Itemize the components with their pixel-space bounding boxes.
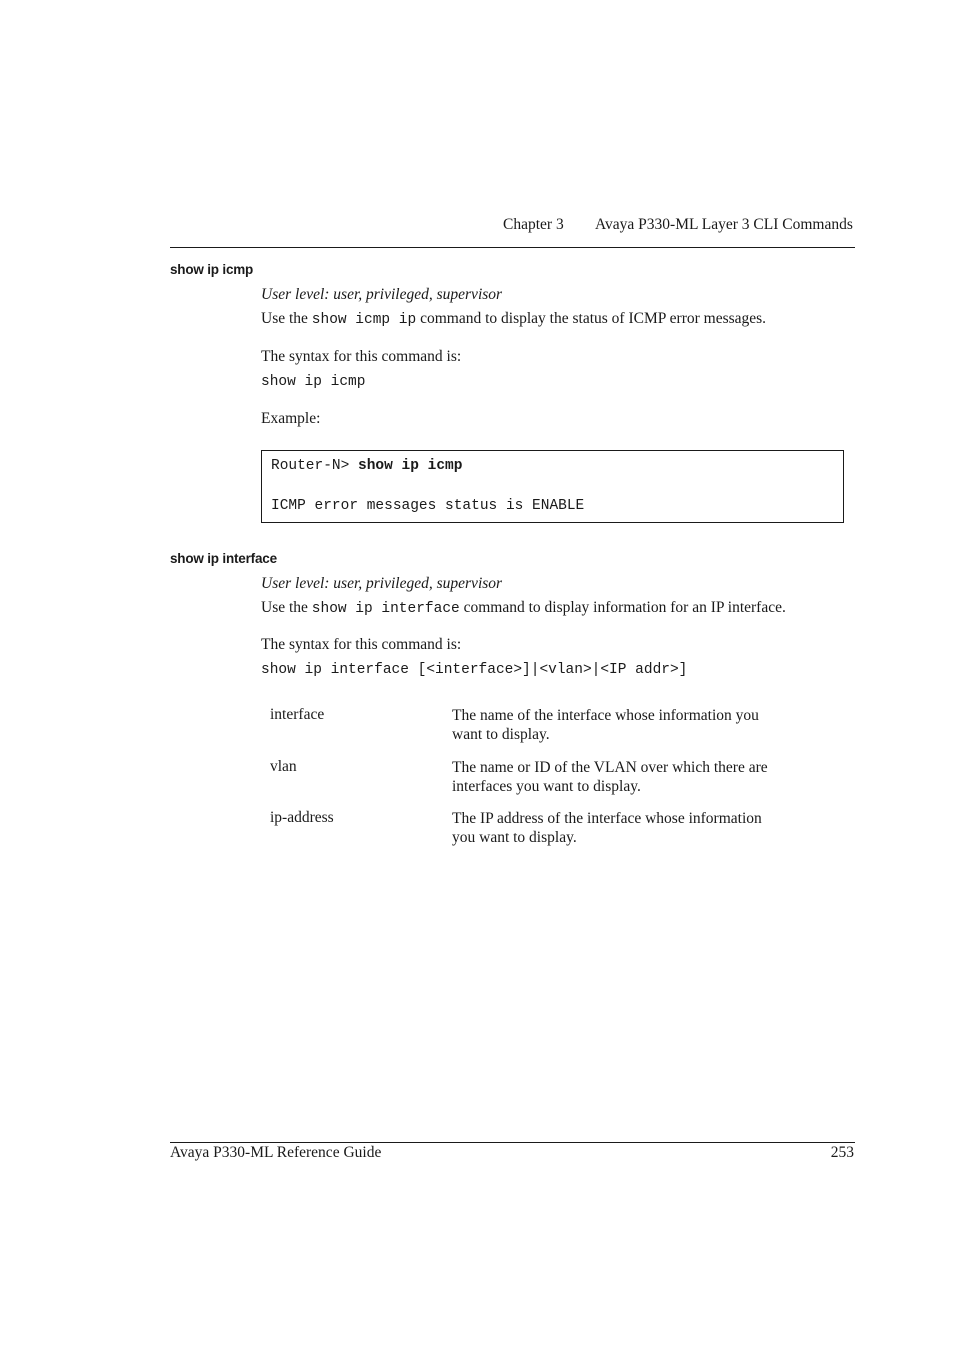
desc-suffix: command to display information for an IP interface. bbox=[459, 599, 786, 616]
desc-command-code: show icmp ip bbox=[311, 312, 417, 328]
syntax-intro: The syntax for this command is: bbox=[261, 636, 462, 653]
header-rule bbox=[170, 247, 855, 248]
example-command-line bbox=[271, 458, 462, 474]
param-name-ip-address: ip-address bbox=[270, 809, 334, 826]
param-desc-ip-address bbox=[452, 809, 832, 847]
page-number: 253 bbox=[830, 1144, 854, 1161]
syntax-code: show ip icmp bbox=[261, 374, 366, 390]
example-code-box bbox=[261, 450, 844, 523]
command-description bbox=[261, 310, 766, 328]
param-desc-line: The IP address of the interface whose information bbox=[452, 810, 762, 827]
param-desc-line: The name of the interface whose information you bbox=[452, 707, 759, 724]
example-output-line: ICMP error messages status is ENABLE bbox=[271, 498, 585, 514]
param-desc-line: interfaces you want to display. bbox=[452, 778, 641, 795]
chapter-title: Avaya P330-ML Layer 3 CLI Commands bbox=[595, 216, 853, 233]
param-desc-interface bbox=[452, 706, 832, 744]
param-desc-line: The name or ID of the VLAN over which there are bbox=[452, 759, 768, 776]
section-heading-show-ip-interface: show ip interface bbox=[170, 551, 277, 566]
command-description bbox=[261, 599, 786, 617]
footer-guide-title: Avaya P330-ML Reference Guide bbox=[170, 1144, 382, 1161]
desc-prefix: Use the bbox=[261, 599, 312, 616]
example-command: show ip icmp bbox=[358, 458, 463, 474]
footer-rule bbox=[170, 1142, 855, 1143]
desc-suffix: command to display the status of ICMP error messages. bbox=[416, 310, 767, 327]
user-level-text: User level: user, privileged, supervisor bbox=[261, 575, 503, 592]
param-desc-vlan bbox=[452, 758, 832, 796]
section-heading-show-ip-icmp: show ip icmp bbox=[170, 262, 254, 277]
param-name-vlan: vlan bbox=[270, 758, 297, 775]
desc-prefix: Use the bbox=[261, 310, 312, 327]
desc-command-code: show ip interface bbox=[311, 601, 460, 617]
chapter-label: Chapter 3 bbox=[503, 216, 564, 233]
syntax-intro: The syntax for this command is: bbox=[261, 348, 462, 365]
example-prompt: Router-N> bbox=[271, 458, 359, 474]
param-desc-line: you want to display. bbox=[452, 829, 577, 846]
user-level-text: User level: user, privileged, supervisor bbox=[261, 286, 503, 303]
param-desc-line: want to display. bbox=[452, 726, 550, 743]
example-label: Example: bbox=[261, 410, 321, 427]
param-name-interface: interface bbox=[270, 706, 325, 723]
syntax-code: show ip interface [<interface>]|<vlan>|<IP addr>] bbox=[261, 662, 688, 678]
